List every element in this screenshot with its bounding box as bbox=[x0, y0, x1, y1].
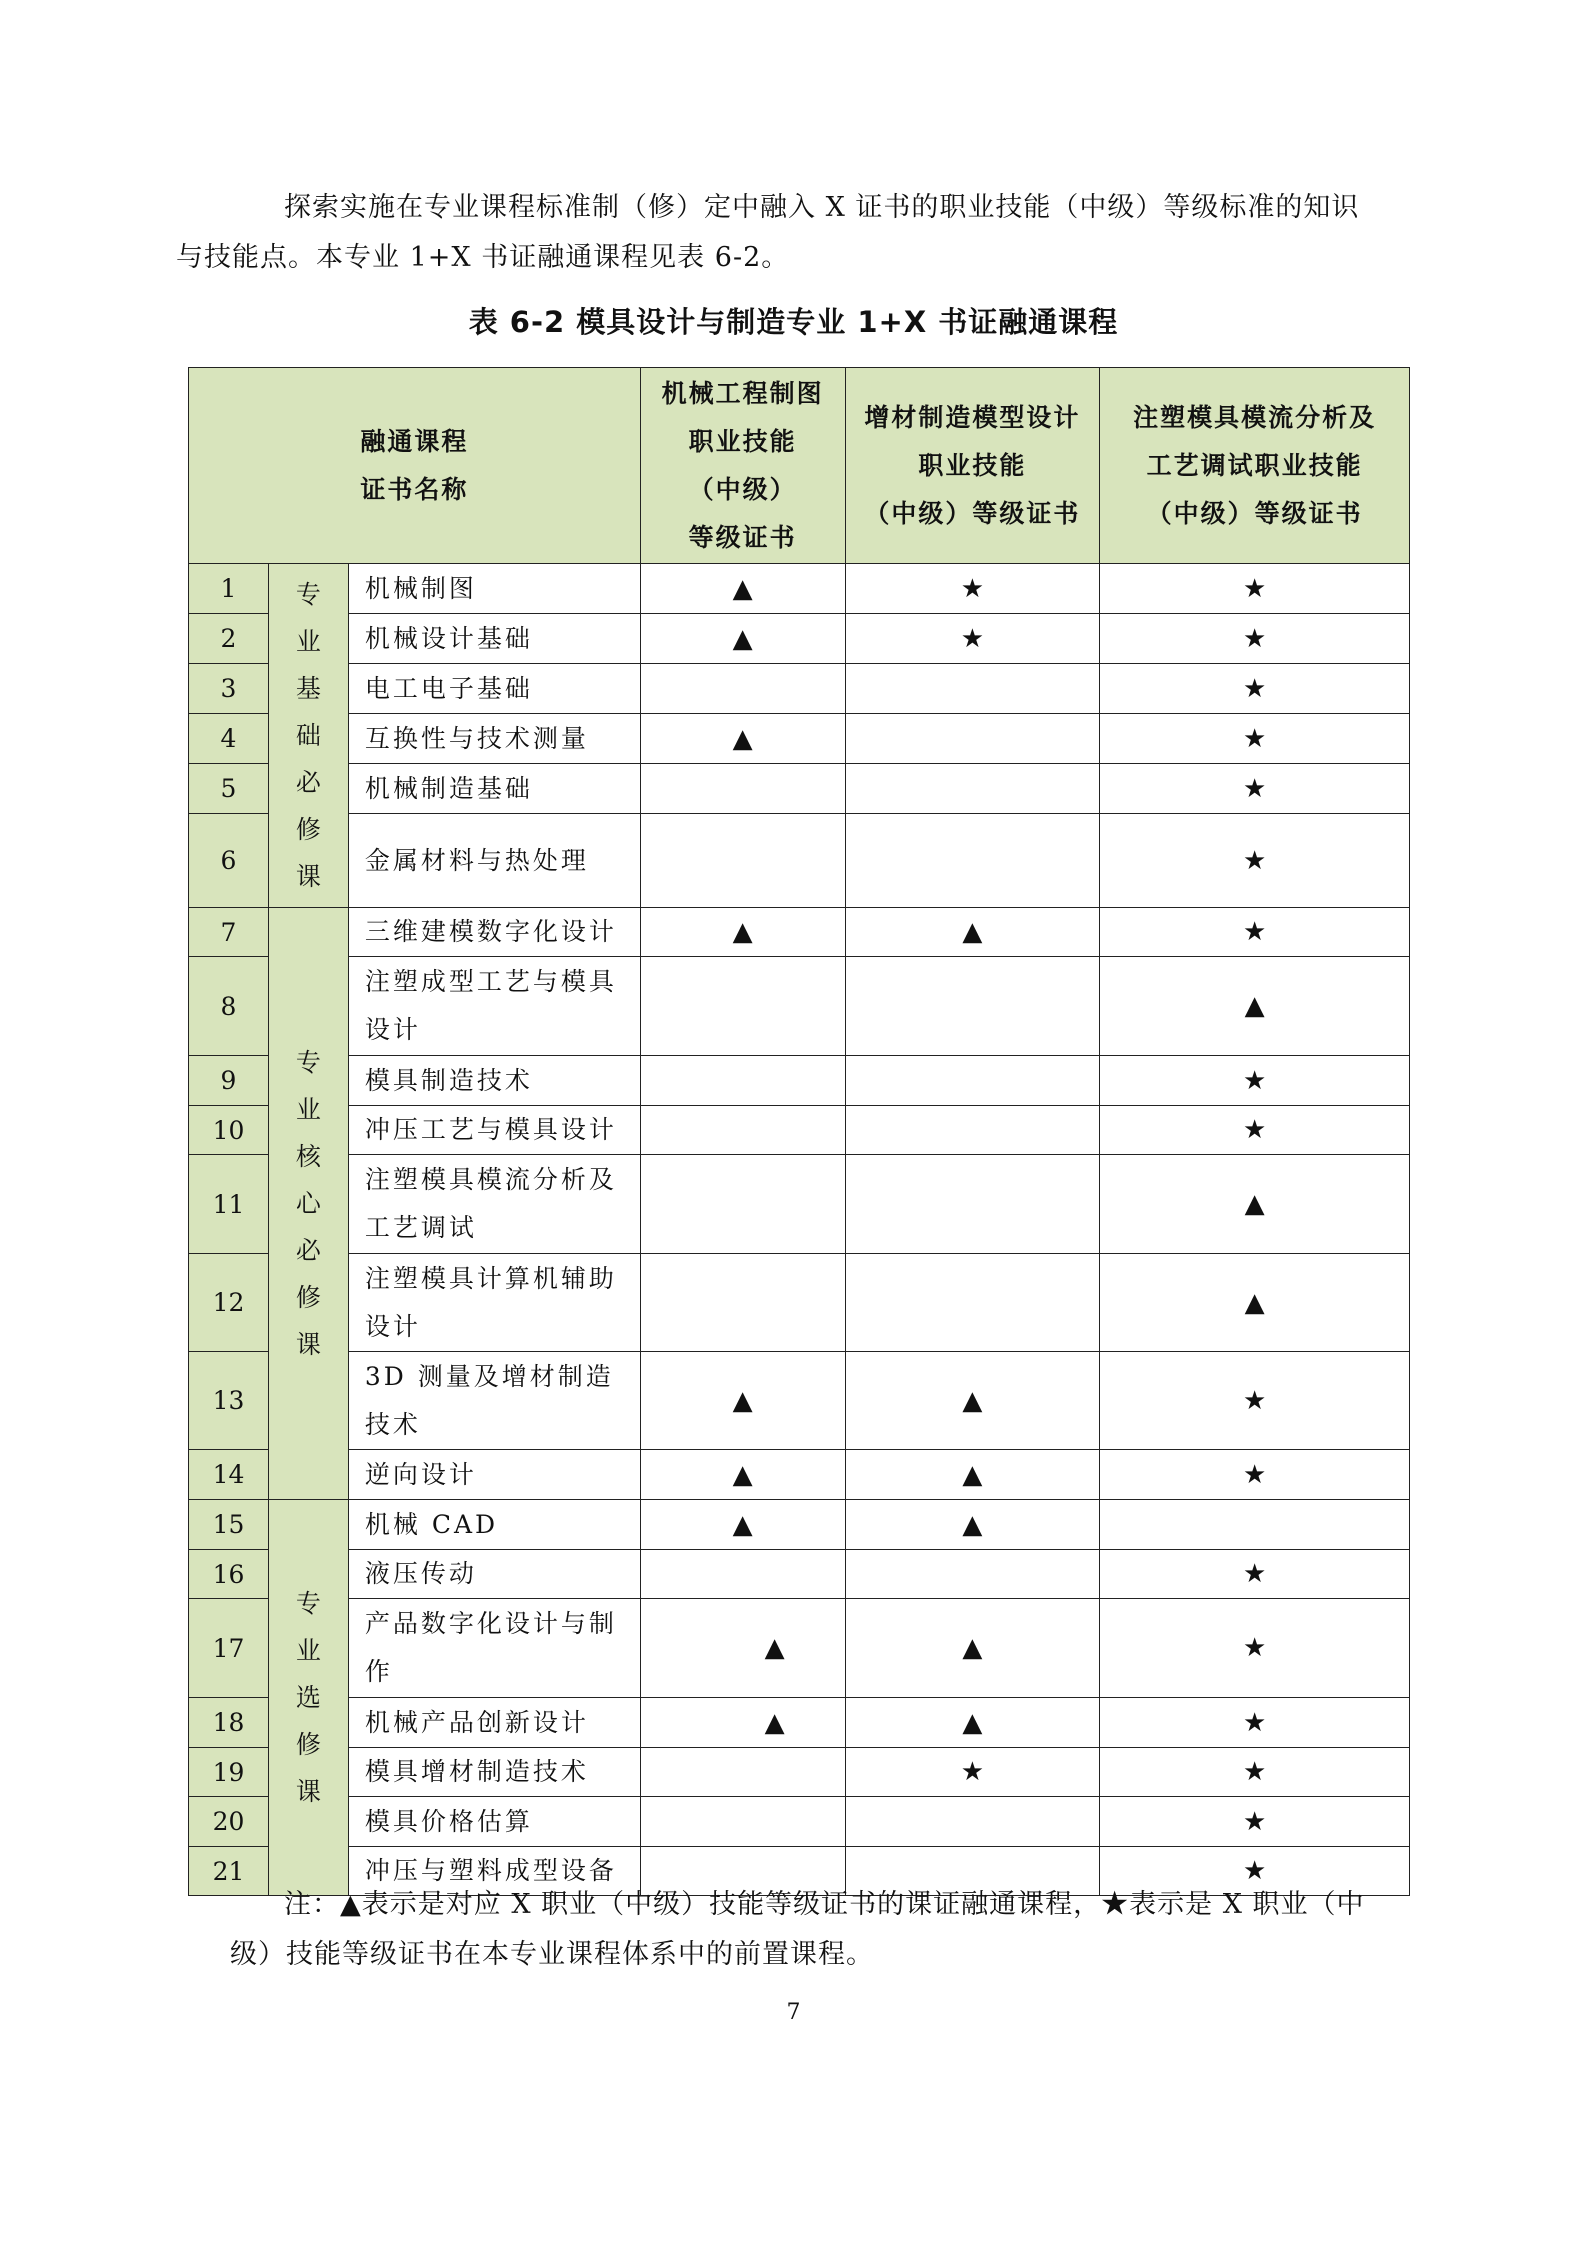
row-number: 11 bbox=[189, 1155, 269, 1254]
cert-2-mark bbox=[845, 1056, 1100, 1106]
table-row bbox=[189, 1550, 1410, 1599]
course-name: 模具制造技术 bbox=[348, 1056, 640, 1106]
table-header-row bbox=[189, 368, 1410, 564]
table-row bbox=[189, 1698, 1410, 1748]
header-cert-1-line: 机械工程制图 bbox=[661, 378, 824, 408]
category-core-required bbox=[268, 908, 348, 1500]
cert-3-mark: ★ bbox=[1100, 1748, 1410, 1797]
category-char: 修 bbox=[295, 815, 321, 844]
row-number: 17 bbox=[189, 1599, 269, 1698]
header-corner-line-1: 融通课程 bbox=[360, 426, 469, 456]
cert-1-mark: ▲ bbox=[640, 1450, 845, 1500]
row-number: 10 bbox=[189, 1106, 269, 1155]
table-row bbox=[189, 1748, 1410, 1797]
cert-3-mark: ★ bbox=[1100, 1056, 1410, 1106]
cert-3-mark: ★ bbox=[1100, 1106, 1410, 1155]
table-row bbox=[189, 1254, 1410, 1352]
category-char: 业 bbox=[295, 627, 321, 656]
cert-3-mark: ★ bbox=[1100, 714, 1410, 764]
cert-2-mark: ▲ bbox=[845, 1599, 1100, 1698]
category-char: 础 bbox=[295, 721, 321, 750]
row-number: 8 bbox=[189, 957, 269, 1056]
table-note bbox=[230, 1880, 1365, 1980]
course-name: 注塑模具模流分析及工艺调试 bbox=[348, 1155, 640, 1254]
table-row bbox=[189, 814, 1410, 908]
cert-3-mark: ▲ bbox=[1100, 1155, 1410, 1254]
header-cert-1-line: （中级） bbox=[688, 474, 797, 504]
header-corner-cell bbox=[189, 368, 641, 564]
cert-2-mark: ★ bbox=[845, 1748, 1100, 1797]
table-row bbox=[189, 1352, 1410, 1450]
cert-2-mark bbox=[845, 1254, 1100, 1352]
cert-3-mark: ★ bbox=[1100, 614, 1410, 664]
category-char: 修 bbox=[295, 1283, 321, 1312]
table-row bbox=[189, 1450, 1410, 1500]
category-char: 专 bbox=[295, 580, 321, 609]
course-name: 产品数字化设计与制作 bbox=[348, 1599, 640, 1698]
header-cert-3 bbox=[1100, 368, 1410, 564]
row-number: 2 bbox=[189, 614, 269, 664]
table-row bbox=[189, 1106, 1410, 1155]
row-number: 19 bbox=[189, 1748, 269, 1797]
header-cert-2-line: 职业技能 bbox=[918, 450, 1027, 480]
category-char: 专 bbox=[295, 1048, 321, 1077]
cert-3-mark: ▲ bbox=[1100, 957, 1410, 1056]
row-number: 6 bbox=[189, 814, 269, 908]
cert-3-mark bbox=[1100, 1500, 1410, 1550]
cert-1-mark: ▲ bbox=[640, 564, 845, 614]
cert-3-mark: ★ bbox=[1100, 564, 1410, 614]
row-number: 7 bbox=[189, 908, 269, 957]
cert-1-mark bbox=[640, 1797, 845, 1847]
header-cert-2 bbox=[845, 368, 1100, 564]
header-cert-3-line: 工艺调试职业技能 bbox=[1146, 450, 1363, 480]
course-name: 三维建模数字化设计 bbox=[348, 908, 640, 957]
cert-1-mark: ▲ bbox=[640, 1698, 845, 1748]
cert-2-mark bbox=[845, 1155, 1100, 1254]
row-number: 3 bbox=[189, 664, 269, 714]
course-name: 逆向设计 bbox=[348, 1450, 640, 1500]
row-number: 18 bbox=[189, 1698, 269, 1748]
cert-1-mark bbox=[640, 1254, 845, 1352]
cert-3-mark: ★ bbox=[1100, 1450, 1410, 1500]
table-row bbox=[189, 1797, 1410, 1847]
header-cert-2-line: 增材制造模型设计 bbox=[864, 402, 1081, 432]
cert-1-mark bbox=[640, 1106, 845, 1155]
cert-3-mark: ★ bbox=[1100, 764, 1410, 814]
category-char: 课 bbox=[295, 862, 321, 891]
cert-3-mark: ★ bbox=[1100, 908, 1410, 957]
category-char: 选 bbox=[295, 1683, 321, 1712]
row-number: 9 bbox=[189, 1056, 269, 1106]
category-char: 业 bbox=[295, 1636, 321, 1665]
category-char: 课 bbox=[295, 1330, 321, 1359]
course-name: 金属材料与热处理 bbox=[348, 814, 640, 908]
cert-2-mark: ▲ bbox=[845, 908, 1100, 957]
cert-3-mark: ★ bbox=[1100, 1698, 1410, 1748]
intro-line-2: 与技能点。本专业 1+X 书证融通课程见表 6-2。 bbox=[176, 242, 790, 273]
row-number: 1 bbox=[189, 564, 269, 614]
cert-2-mark: ▲ bbox=[845, 1500, 1100, 1550]
cert-1-mark bbox=[640, 814, 845, 908]
course-name: 电工电子基础 bbox=[348, 664, 640, 714]
cert-2-mark bbox=[845, 957, 1100, 1056]
cert-2-mark bbox=[845, 814, 1100, 908]
course-name: 冲压与塑料成型设备 bbox=[348, 1847, 640, 1896]
page-number: 7 bbox=[786, 2000, 801, 2025]
header-cert-1-line: 职业技能 bbox=[688, 426, 797, 456]
cert-2-mark: ★ bbox=[845, 564, 1100, 614]
course-name: 机械制造基础 bbox=[348, 764, 640, 814]
course-name: 冲压工艺与模具设计 bbox=[348, 1106, 640, 1155]
cert-2-mark bbox=[845, 664, 1100, 714]
row-number: 12 bbox=[189, 1254, 269, 1352]
cert-1-mark bbox=[640, 1550, 845, 1599]
row-number: 21 bbox=[189, 1847, 269, 1896]
row-number: 13 bbox=[189, 1352, 269, 1450]
header-cert-1 bbox=[640, 368, 845, 564]
cert-2-mark bbox=[845, 714, 1100, 764]
cert-1-mark bbox=[640, 764, 845, 814]
category-elective bbox=[268, 1500, 348, 1896]
cert-3-mark: ★ bbox=[1100, 1550, 1410, 1599]
category-char: 业 bbox=[295, 1095, 321, 1124]
header-cert-1-line: 等级证书 bbox=[688, 522, 797, 552]
table-row bbox=[189, 957, 1410, 1056]
category-char: 必 bbox=[295, 768, 321, 797]
row-number: 14 bbox=[189, 1450, 269, 1500]
category-char: 专 bbox=[295, 1589, 321, 1618]
cert-2-mark: ★ bbox=[845, 614, 1100, 664]
table-row bbox=[189, 714, 1410, 764]
table-row bbox=[189, 564, 1410, 614]
cert-2-mark: ▲ bbox=[845, 1352, 1100, 1450]
table-caption: 表 6-2 模具设计与制造专业 1+X 书证融通课程 bbox=[468, 305, 1119, 339]
course-name: 模具增材制造技术 bbox=[348, 1748, 640, 1797]
cert-1-mark: ▲ bbox=[640, 1599, 845, 1698]
table-row bbox=[189, 664, 1410, 714]
course-name: 模具价格估算 bbox=[348, 1797, 640, 1847]
table-row bbox=[189, 1599, 1410, 1698]
category-basic-required bbox=[268, 564, 348, 908]
cert-2-mark: ▲ bbox=[845, 1450, 1100, 1500]
course-name: 注塑模具计算机辅助设计 bbox=[348, 1254, 640, 1352]
cert-3-mark: ★ bbox=[1100, 1352, 1410, 1450]
cert-1-mark bbox=[640, 957, 845, 1056]
category-char: 基 bbox=[295, 674, 321, 703]
cert-1-mark: ▲ bbox=[640, 614, 845, 664]
cert-3-mark: ★ bbox=[1100, 814, 1410, 908]
intro-line-1: 探索实施在专业课程标准制（修）定中融入 X 证书的职业技能（中级）等级标准的知识 bbox=[284, 192, 1360, 223]
table-row bbox=[189, 764, 1410, 814]
cert-3-mark: ★ bbox=[1100, 1847, 1410, 1896]
cert-3-mark: ★ bbox=[1100, 1599, 1410, 1698]
course-name: 机械制图 bbox=[348, 564, 640, 614]
category-char: 核 bbox=[295, 1142, 321, 1171]
cert-2-mark bbox=[845, 1550, 1100, 1599]
row-number: 15 bbox=[189, 1500, 269, 1550]
header-cert-3-line: 注塑模具模流分析及 bbox=[1133, 402, 1377, 432]
cert-1-mark: ▲ bbox=[640, 1500, 845, 1550]
header-cert-3-line: （中级）等级证书 bbox=[1146, 498, 1363, 528]
cert-1-mark: ▲ bbox=[640, 714, 845, 764]
row-number: 4 bbox=[189, 714, 269, 764]
cert-1-mark bbox=[640, 664, 845, 714]
cert-1-mark: ▲ bbox=[640, 1352, 845, 1450]
table-row bbox=[189, 614, 1410, 664]
row-number: 16 bbox=[189, 1550, 269, 1599]
course-name: 机械设计基础 bbox=[348, 614, 640, 664]
cert-3-mark: ★ bbox=[1100, 1797, 1410, 1847]
table-row bbox=[189, 1155, 1410, 1254]
table-row bbox=[189, 1056, 1410, 1106]
cert-2-mark bbox=[845, 1106, 1100, 1155]
cert-1-mark bbox=[640, 1056, 845, 1106]
note-line-1: 注：▲表示是对应 X 职业（中级）技能等级证书的课证融通课程，★表示是 X 职业（中 bbox=[284, 1889, 1365, 1920]
course-name: 机械 CAD bbox=[348, 1500, 640, 1550]
cert-2-mark: ▲ bbox=[845, 1698, 1100, 1748]
row-number: 20 bbox=[189, 1797, 269, 1847]
category-char: 修 bbox=[295, 1730, 321, 1759]
course-name: 注塑成型工艺与模具设计 bbox=[348, 957, 640, 1056]
category-char: 课 bbox=[295, 1777, 321, 1806]
course-certificate-table bbox=[188, 367, 1410, 1896]
course-name: 机械产品创新设计 bbox=[348, 1698, 640, 1748]
cert-1-mark: ▲ bbox=[640, 908, 845, 957]
cert-2-mark bbox=[845, 764, 1100, 814]
table-row bbox=[189, 908, 1410, 957]
cert-3-mark: ▲ bbox=[1100, 1254, 1410, 1352]
category-char: 心 bbox=[295, 1189, 321, 1218]
course-name: 3D 测量及增材制造技术 bbox=[348, 1352, 640, 1450]
intro-paragraph bbox=[176, 183, 1365, 283]
cert-1-mark bbox=[640, 1155, 845, 1254]
header-corner-line-2: 证书名称 bbox=[360, 474, 469, 504]
header-cert-2-line: （中级）等级证书 bbox=[864, 498, 1081, 528]
cert-2-mark bbox=[845, 1797, 1100, 1847]
course-name: 互换性与技术测量 bbox=[348, 714, 640, 764]
note-line-2: 级）技能等级证书在本专业课程体系中的前置课程。 bbox=[230, 1939, 874, 1970]
cert-1-mark bbox=[640, 1748, 845, 1797]
category-char: 必 bbox=[295, 1236, 321, 1265]
course-name: 液压传动 bbox=[348, 1550, 640, 1599]
row-number: 5 bbox=[189, 764, 269, 814]
cert-3-mark: ★ bbox=[1100, 664, 1410, 714]
table-row bbox=[189, 1500, 1410, 1550]
